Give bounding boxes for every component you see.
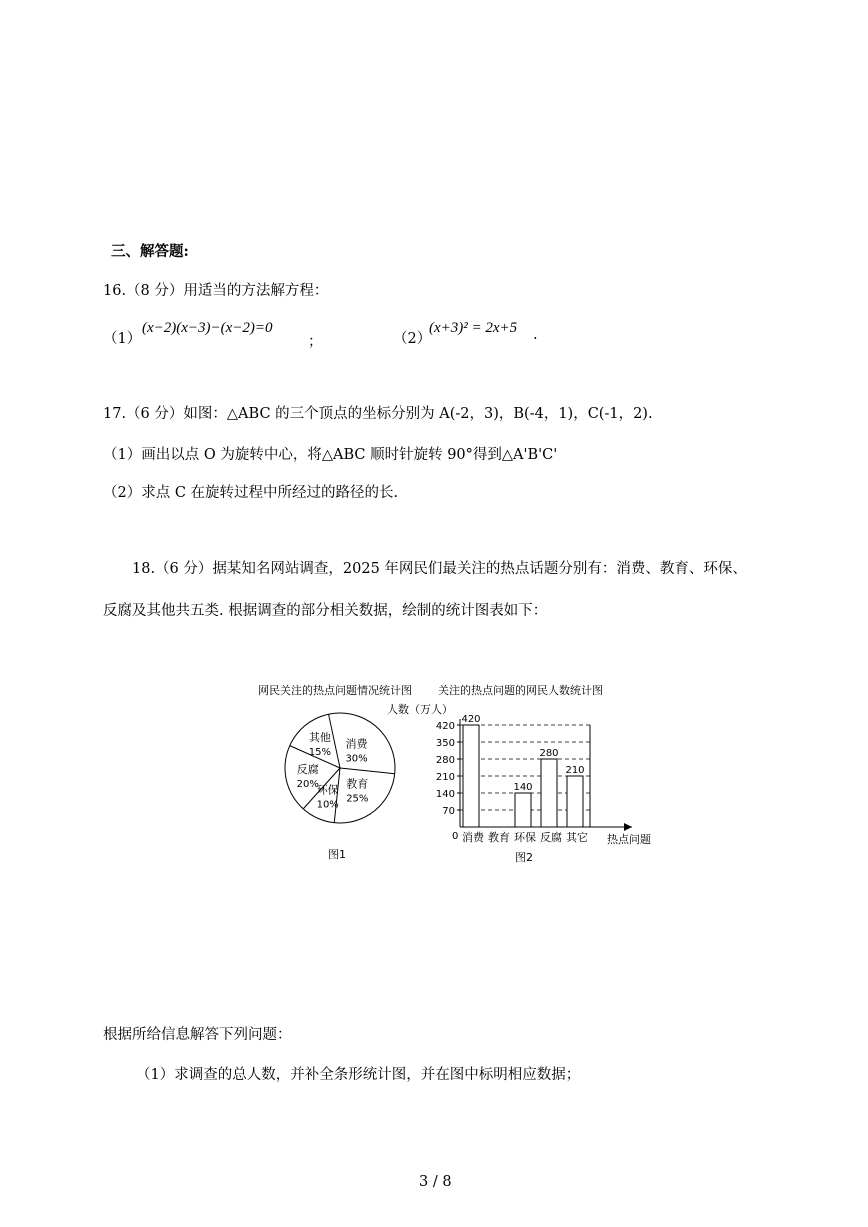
q16-part1-equation: (x−2)(x−3)−(x−2)=0 bbox=[142, 320, 273, 336]
bar-mark bbox=[567, 776, 583, 827]
bar-chart-title: 关注的热点问题的网民人数统计图 bbox=[438, 684, 603, 697]
q18-line2: 反腐及其他共五类. 根据调查的部分相关数据，绘制的统计图表如下： bbox=[103, 603, 548, 619]
bar-value-label: 280 bbox=[539, 748, 559, 759]
bar-value-label: 140 bbox=[513, 782, 533, 793]
bar-chart-xlabel: 热点问题 bbox=[607, 833, 651, 846]
section-title: 三、解答题: bbox=[111, 243, 189, 260]
x-category-label: 环保 bbox=[514, 831, 536, 844]
bar-chart-ylabel: 人数（万人） bbox=[387, 703, 453, 716]
bar-value-label: 210 bbox=[565, 765, 585, 776]
x-category-label: 消费 bbox=[462, 831, 484, 844]
pie-slice-percent: 15% bbox=[308, 747, 332, 759]
q16-part2-equation: (x+3)² = 2x+5 bbox=[429, 320, 518, 336]
pie-slice-percent: 10% bbox=[316, 799, 339, 811]
pie-slice-label: 反腐 bbox=[296, 762, 319, 776]
bar-mark bbox=[541, 759, 557, 827]
q16-part1-end: ； bbox=[308, 334, 323, 350]
q18-line1: 18.（6 分）据某知名网站调查，2025 年网民们最关注的热点话题分别有：消费、教育、环保、 bbox=[132, 561, 747, 577]
bar-chart-caption: 图2 bbox=[515, 851, 533, 864]
q16-stem: 16.（8 分）用适当的方法解方程： bbox=[103, 283, 329, 299]
q16-part1-label: （1） bbox=[103, 331, 142, 347]
bar-chart bbox=[387, 683, 651, 864]
y-tick-label: 280 bbox=[435, 755, 455, 766]
q17-part2: （2）求点 C 在旋转过程中所经过的路径的长. bbox=[103, 485, 399, 501]
bar-mark bbox=[463, 725, 479, 827]
pie-slice-percent: 20% bbox=[296, 778, 319, 790]
pie-chart-title: 网民关注的热点问题情况统计图 bbox=[258, 684, 412, 697]
bar-chart-origin: 0 bbox=[452, 831, 459, 842]
pie-slice-label: 教育 bbox=[346, 777, 369, 791]
pie-slice-percent: 25% bbox=[346, 793, 369, 805]
bar-value-label: 420 bbox=[461, 714, 481, 725]
q18-part1: （1）求调查的总人数，并补全条形统计图，并在图中标明相应数据； bbox=[136, 1067, 581, 1083]
y-tick-label: 210 bbox=[435, 772, 455, 783]
x-category-label: 教育 bbox=[488, 831, 510, 844]
y-tick-label: 70 bbox=[442, 806, 455, 817]
x-axis-arrow bbox=[624, 823, 632, 831]
pie-chart-caption: 图1 bbox=[328, 848, 346, 861]
y-tick-label: 420 bbox=[435, 721, 455, 732]
q17-stem: 17.（6 分）如图：△ABC 的三个顶点的坐标分别为 A(-2，3)，B(-4，1)，C(-1，2). bbox=[103, 406, 653, 422]
q17-part1: （1）画出以点 O 为旋转中心，将△ABC 顺时针旋转 90°得到△A'B'C' bbox=[103, 447, 558, 463]
page-number: 3 / 8 bbox=[419, 1174, 452, 1190]
y-tick-label: 140 bbox=[435, 789, 455, 800]
pie-slice-label: 环保 bbox=[316, 783, 339, 797]
y-tick-label: 350 bbox=[435, 738, 455, 749]
x-category-label: 反腐 bbox=[540, 831, 562, 844]
pie-slice-label: 其他 bbox=[308, 731, 331, 745]
q18-after: 根据所给信息解答下列问题： bbox=[103, 1027, 292, 1043]
bar-mark bbox=[515, 793, 531, 827]
q16-part2-label: （2） bbox=[393, 331, 432, 347]
x-category-label: 其它 bbox=[566, 831, 588, 844]
pie-slice-divider bbox=[340, 768, 395, 774]
q16-part2-end: . bbox=[533, 327, 538, 343]
pie-slice-percent: 30% bbox=[345, 753, 368, 765]
pie-slice-label: 消费 bbox=[345, 737, 368, 751]
